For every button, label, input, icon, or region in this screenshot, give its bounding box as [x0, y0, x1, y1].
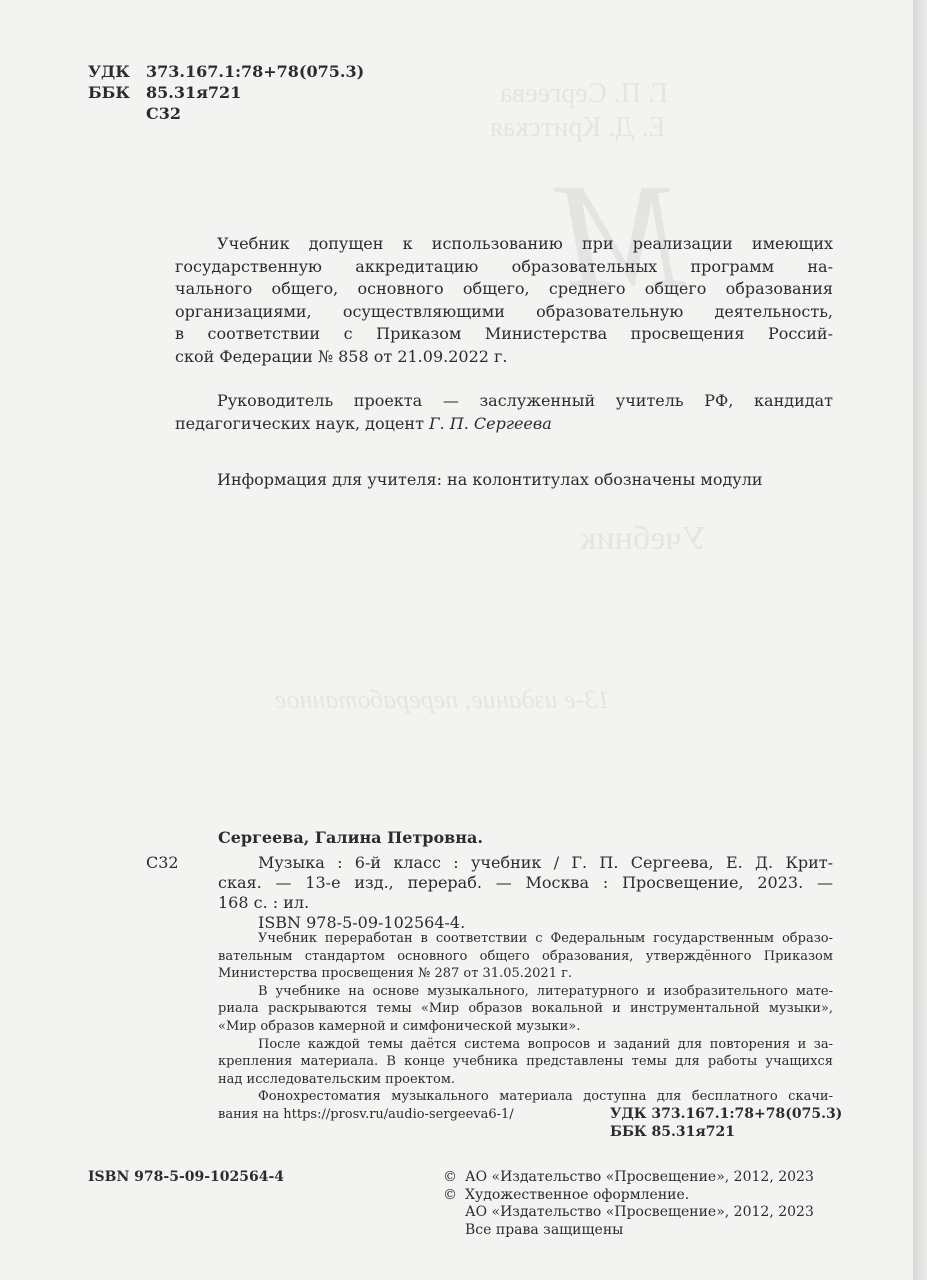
catalog-udk: УДК 373.167.1:78+78(075.3) [610, 1106, 843, 1122]
approval-line: ской Федерации № 858 от 21.09.2022 г. [175, 346, 508, 366]
annotation-line: В учебнике на основе музыкального, литературного и изобразительного мате- [258, 983, 833, 999]
page-edge [913, 0, 927, 1280]
approval-line: государственную аккредитацию образовательных программ на- [175, 256, 833, 276]
author-code-row [88, 104, 181, 123]
annotation-line: крепления материала. В конце учебника представлены темы для работы учащихся [218, 1054, 833, 1070]
annotation-line: Министерства просвещения № 287 от 31.05.2021 г. [218, 966, 573, 982]
teacher-info: Информация для учителя: на колонтитулах обозначены модули [217, 470, 763, 489]
catalog-line: Музыка : 6-й класс : учебник / Г. П. Сергеева, Е. Д. Крит- [258, 853, 833, 872]
footer-isbn: ISBN 978-5-09-102564-4 [88, 1169, 285, 1185]
bbk-value: 85.31я721 [146, 83, 242, 102]
udk-row [88, 62, 364, 81]
bleed-through-decoration: M [560, 153, 685, 319]
approval-line: Учебник допущен к использованию при реализации имеющих [217, 234, 833, 253]
approval-line: организациями, осуществляющими образовательную деятельность, [175, 301, 833, 321]
author-code: С32 [146, 104, 181, 123]
annotation-line: над исследовательским проектом. [218, 1071, 456, 1087]
copyright-block [443, 1169, 835, 1239]
copyright-line: Художественное оформление. [465, 1186, 690, 1203]
approval-paragraph [175, 233, 833, 368]
catalog-isbn: ISBN 978-5-09-102564-4. [258, 913, 466, 932]
catalog-line: ская. — 13-е изд., перераб. — Москва : Просвещение, 2023. — [218, 873, 833, 892]
copyright-line: АО «Издательство «Просвещение», 2012, 2023 [465, 1169, 814, 1185]
project-lead-name: Г. П. Сергеева [429, 413, 552, 433]
catalog-author-heading-row [218, 828, 833, 848]
catalog-line: 168 с. : ил. [218, 893, 310, 912]
copyright-line: АО «Издательство «Просвещение», 2012, 2023 [465, 1204, 814, 1220]
udk-value: 373.167.1:78+78(075.3) [146, 62, 365, 81]
annotation-line: вательным стандартом основного общего образования, утверждённого Приказом [218, 948, 833, 964]
teacher-info-paragraph [175, 469, 833, 492]
project-lead-paragraph [175, 390, 833, 435]
bleed-through-decoration: Е. Д. Критская [490, 112, 666, 143]
approval-line: в соответствии с Приказом Министерства просвещения Россий- [175, 324, 833, 343]
bleed-through-decoration: Учебник [580, 520, 707, 557]
project-lead-line [175, 413, 833, 436]
bbk-label: ББК [88, 83, 130, 102]
udk-label: УДК [88, 62, 130, 81]
project-lead-text: педагогических наук, доцент [175, 413, 424, 433]
catalog-annotation [218, 930, 833, 1124]
annotation-line: «Мир образов камерной и симфонической музыки». [218, 1018, 581, 1034]
copyright-symbol: © [443, 1169, 457, 1185]
copyright-line: Все права защищены [465, 1221, 624, 1238]
annotation-line: Фонохрестоматия музыкального материала доступна для бесплатного скачи- [258, 1089, 833, 1105]
bbk-row [88, 83, 241, 102]
catalog-description [218, 853, 833, 933]
approval-line: чального общего, основного общего, среднего общего образования [175, 279, 833, 298]
annotation-line: После каждой темы даётся система вопросов и заданий для повторения и за- [258, 1036, 833, 1052]
annotation-line: вания на https://prosv.ru/audio-sergeeva6-1/ [218, 1106, 514, 1122]
catalog-author-heading: Сергеева, Галина Петровна. [218, 828, 483, 847]
bleed-through-decoration: Г. П. Сергеева [500, 78, 668, 109]
annotation-line: риала раскрываются темы «Мир образов вокальной и инструментальной музыки», [218, 1001, 833, 1017]
catalog-bbk: ББК 85.31я721 [610, 1124, 735, 1140]
bleed-through-decoration: 13-е издание, переработанное [275, 685, 611, 714]
copyright-symbol: © [443, 1186, 457, 1203]
catalog-code: С32 [146, 853, 179, 872]
project-lead-line: Руководитель проекта — заслуженный учитель РФ, кандидат [217, 391, 833, 410]
annotation-line: Учебник переработан в соответствии с Федеральным государственным образо- [258, 931, 833, 946]
